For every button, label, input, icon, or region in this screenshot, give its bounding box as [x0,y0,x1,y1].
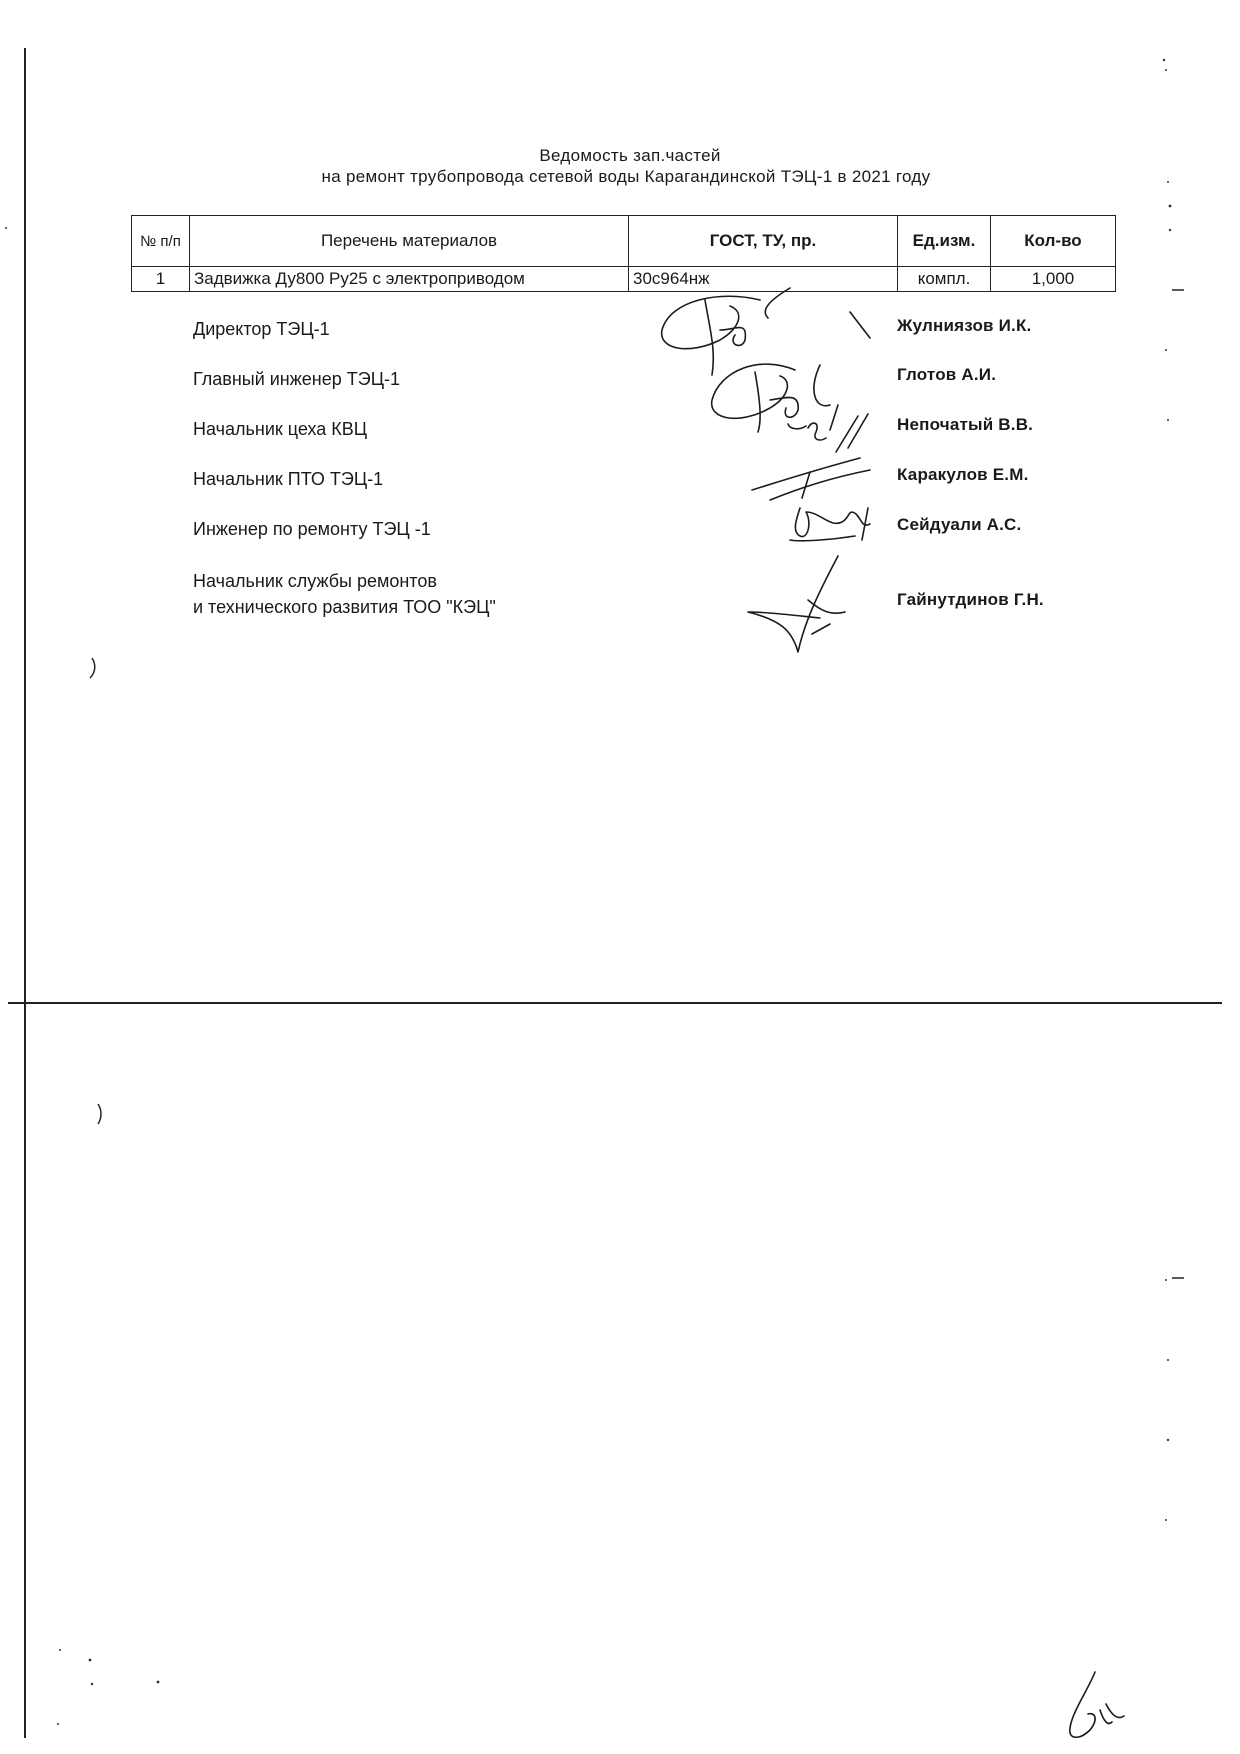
cell-gost: 30с964нж [629,267,898,292]
signatory-title-repair-engineer: Инженер по ремонту ТЭЦ -1 [193,519,431,539]
signature-chief-engineer [712,364,830,432]
header-qty: Кол-во [991,216,1116,267]
scan-specks [5,59,1171,1725]
header-gost: ГОСТ, ТУ, пр. [629,216,898,267]
signature-pto-head [752,458,870,500]
signatory-title-line2: и технического развития ТОО "КЭЦ" [193,597,496,617]
signatory-title-director: Директор ТЭЦ-1 [193,319,330,339]
signatory-name-kvc-head: Непочатый В.В. [897,415,1034,434]
cell-unit: компл. [898,267,991,292]
cell-qty: 1,000 [991,267,1116,292]
signature-kvc-head [808,405,868,452]
signatory-title-pto-head: Начальник ПТО ТЭЦ-1 [193,469,384,489]
signatory-name-repair-service-head: Гайнутдинов Г.Н. [897,590,1044,609]
signatory-title-line1: Начальник службы ремонтов [193,571,437,591]
corner-initials [1070,1672,1124,1737]
header-num: № п/п [132,216,190,267]
signatory-title-kvc-head: Начальник цеха КВЦ [193,419,368,439]
cell-num: 1 [132,267,190,292]
signature-repair-engineer [790,508,870,541]
signature-repair-service-head [748,556,845,652]
signatory-name-pto-head: Каракулов Е.М. [897,465,1029,484]
signatory-title-chief-engineer: Главный инженер ТЭЦ-1 [193,369,401,389]
header-name: Перечень материалов [190,216,629,267]
document-title: Ведомость зап.частей [539,146,721,165]
header-unit: Ед.изм. [898,216,991,267]
signatory-name-chief-engineer: Глотов А.И. [897,365,997,384]
signatory-name-director: Жулниязов И.К. [897,316,1032,335]
scan-marks [90,290,1184,1278]
document-subtitle: на ремонт трубопровода сетевой воды Карагандинской ТЭЦ-1 в 2021 году [321,167,931,186]
cell-name: Задвижка Ду800 Ру25 с электроприводом [190,267,629,292]
signatory-name-repair-engineer: Сейдуали А.С. [897,515,1022,534]
signature-director [662,288,870,375]
